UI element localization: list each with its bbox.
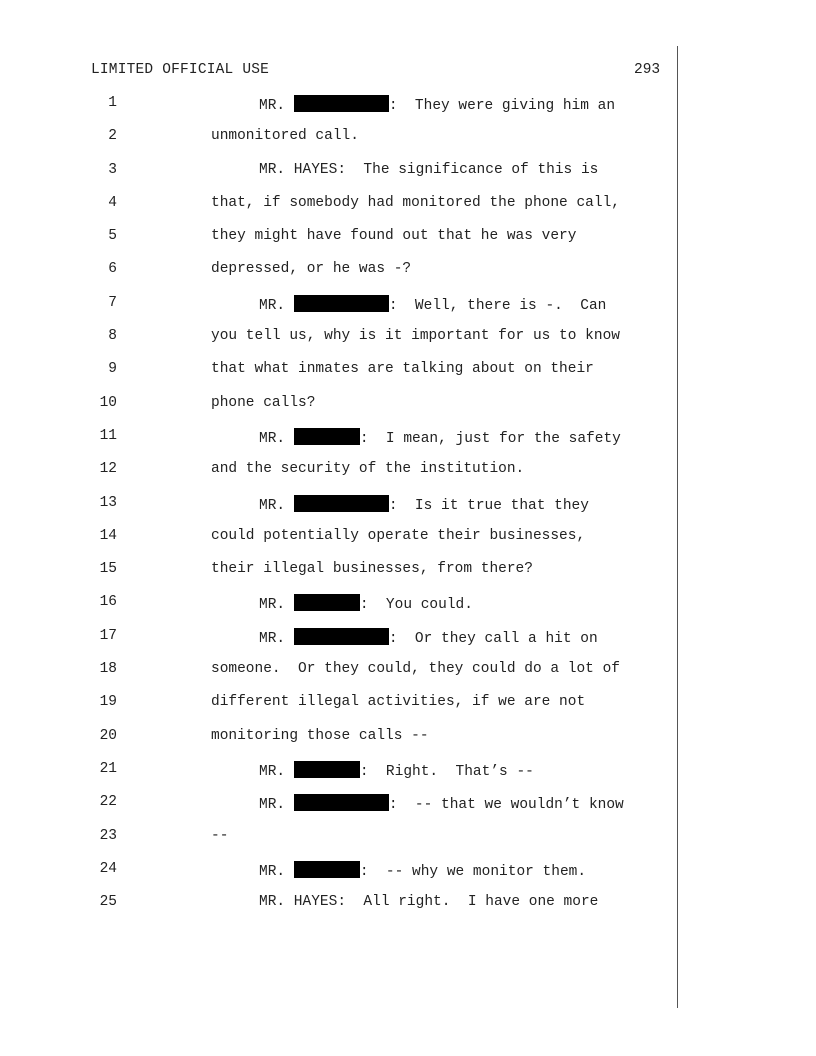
redaction-block xyxy=(294,95,389,112)
line-number: 15 xyxy=(99,561,117,578)
line-text xyxy=(259,428,621,447)
line-number: 5 xyxy=(108,228,117,245)
redaction-block xyxy=(294,594,360,611)
transcript-line xyxy=(0,258,816,291)
transcript-line xyxy=(0,458,816,491)
transcript-line xyxy=(0,791,816,824)
line-number: 11 xyxy=(99,427,117,444)
transcript-line xyxy=(0,758,816,791)
redaction-block xyxy=(294,428,360,445)
redaction-block xyxy=(294,794,389,811)
transcript-line xyxy=(0,725,816,758)
line-text-pre: MR. xyxy=(259,497,294,514)
line-text-pre: unmonitored call. xyxy=(211,128,359,145)
line-text-pre: MR. xyxy=(259,98,294,114)
line-text-pre: could potentially operate their businesses, xyxy=(211,527,586,544)
line-number: 17 xyxy=(99,627,117,644)
line-number: 20 xyxy=(99,727,117,744)
line-text-post: : -- that we wouldn’t know xyxy=(388,797,624,814)
line-text xyxy=(211,461,524,477)
line-text-pre: that, if somebody had monitored the phone call, xyxy=(211,194,620,211)
line-text-post: : Right. That’s -- xyxy=(359,763,534,780)
line-text-pre: -- xyxy=(211,827,229,844)
line-text xyxy=(259,761,534,780)
line-text-pre: MR. xyxy=(259,430,294,447)
line-text xyxy=(259,861,586,880)
header-classification: LIMITED OFFICIAL USE xyxy=(91,62,270,78)
redaction-block xyxy=(294,495,389,512)
line-text xyxy=(259,95,615,114)
line-text-pre: they might have found out that he was very xyxy=(211,228,577,245)
redaction-block xyxy=(294,628,389,645)
line-text-pre: that what inmates are talking about on their xyxy=(211,361,594,378)
line-text xyxy=(259,794,624,813)
line-number: 13 xyxy=(99,494,117,511)
line-number: 12 xyxy=(99,461,117,478)
line-text xyxy=(211,128,359,144)
line-text-pre: and the security of the institution. xyxy=(211,461,525,478)
line-text-pre: someone. Or they could, they could do a lot of xyxy=(211,661,620,678)
line-text-pre: MR. xyxy=(259,597,294,614)
redaction-block xyxy=(294,295,389,312)
transcript-line xyxy=(0,425,816,458)
line-text-pre: monitoring those calls -- xyxy=(211,727,429,744)
line-number: 6 xyxy=(108,261,117,278)
line-text xyxy=(211,828,228,844)
page-number: 293 xyxy=(634,62,661,78)
transcript-line xyxy=(0,691,816,724)
transcript-line xyxy=(0,591,816,624)
line-text-pre: MR. HAYES: The significance of this is xyxy=(259,161,599,178)
line-number: 7 xyxy=(108,294,117,311)
transcript-lines xyxy=(0,92,816,924)
line-text xyxy=(211,228,576,244)
line-text xyxy=(259,295,606,314)
line-text xyxy=(211,328,620,344)
line-number: 3 xyxy=(108,161,117,178)
line-text xyxy=(211,528,585,544)
line-text xyxy=(211,261,411,277)
line-number: 2 xyxy=(108,128,117,145)
line-text-pre: MR. HAYES: All right. I have one more xyxy=(259,894,599,911)
transcript-line xyxy=(0,392,816,425)
transcript-line xyxy=(0,325,816,358)
line-text-post: : Or they call a hit on xyxy=(388,630,598,647)
line-number: 8 xyxy=(108,328,117,345)
transcript-line xyxy=(0,92,816,125)
line-text-pre: different illegal activities, if we are not xyxy=(211,694,586,711)
line-text xyxy=(211,728,429,744)
line-number: 10 xyxy=(99,394,117,411)
line-text-pre: MR. xyxy=(259,297,294,314)
transcript-line xyxy=(0,525,816,558)
line-number: 25 xyxy=(99,894,117,911)
line-number: 4 xyxy=(108,194,117,211)
line-text-pre: MR. xyxy=(259,863,294,880)
line-number: 22 xyxy=(99,794,117,811)
redaction-block xyxy=(294,761,360,778)
line-text-post: : Is it true that they xyxy=(388,497,589,514)
line-text-post: : I mean, just for the safety xyxy=(359,430,621,447)
line-text-pre: depressed, or he was -? xyxy=(211,261,412,278)
line-text-pre: MR. xyxy=(259,797,294,814)
line-text-pre: phone calls? xyxy=(211,394,316,411)
transcript-line xyxy=(0,858,816,891)
transcript-line xyxy=(0,891,816,924)
transcript-line xyxy=(0,558,816,591)
line-text xyxy=(259,162,598,178)
line-text xyxy=(211,661,620,677)
line-text xyxy=(211,694,585,710)
line-text xyxy=(259,894,598,910)
line-text-pre: MR. xyxy=(259,763,294,780)
line-text xyxy=(259,628,598,647)
line-number: 23 xyxy=(99,827,117,844)
line-text-pre: their illegal businesses, from there? xyxy=(211,561,533,578)
transcript-line xyxy=(0,225,816,258)
line-number: 16 xyxy=(99,594,117,611)
line-number: 9 xyxy=(108,361,117,378)
transcript-line xyxy=(0,159,816,192)
line-text xyxy=(259,594,473,613)
line-text-post: : Well, there is -. Can xyxy=(388,297,607,314)
line-text-post: : -- why we monitor them. xyxy=(359,863,587,880)
transcript-line xyxy=(0,192,816,225)
line-number: 21 xyxy=(99,760,117,777)
transcript-line xyxy=(0,292,816,325)
line-text xyxy=(211,195,620,211)
transcript-line xyxy=(0,358,816,391)
line-number: 14 xyxy=(99,527,117,544)
transcript-line xyxy=(0,625,816,658)
line-number: 24 xyxy=(99,860,117,877)
line-text xyxy=(211,361,594,377)
transcript-line xyxy=(0,492,816,525)
redaction-block xyxy=(294,861,360,878)
line-text-post: : They were giving him an xyxy=(388,98,616,114)
line-text-pre: you tell us, why is it important for us to know xyxy=(211,328,620,345)
line-text xyxy=(211,395,315,411)
line-text xyxy=(259,495,589,514)
line-text xyxy=(211,561,533,577)
transcript-line xyxy=(0,125,816,158)
line-number: 18 xyxy=(99,661,117,678)
transcript-line xyxy=(0,825,816,858)
line-text-pre: MR. xyxy=(259,630,294,647)
line-number: 19 xyxy=(99,694,117,711)
line-text-post: : You could. xyxy=(359,597,473,614)
line-number: 1 xyxy=(108,95,117,111)
transcript-line xyxy=(0,658,816,691)
